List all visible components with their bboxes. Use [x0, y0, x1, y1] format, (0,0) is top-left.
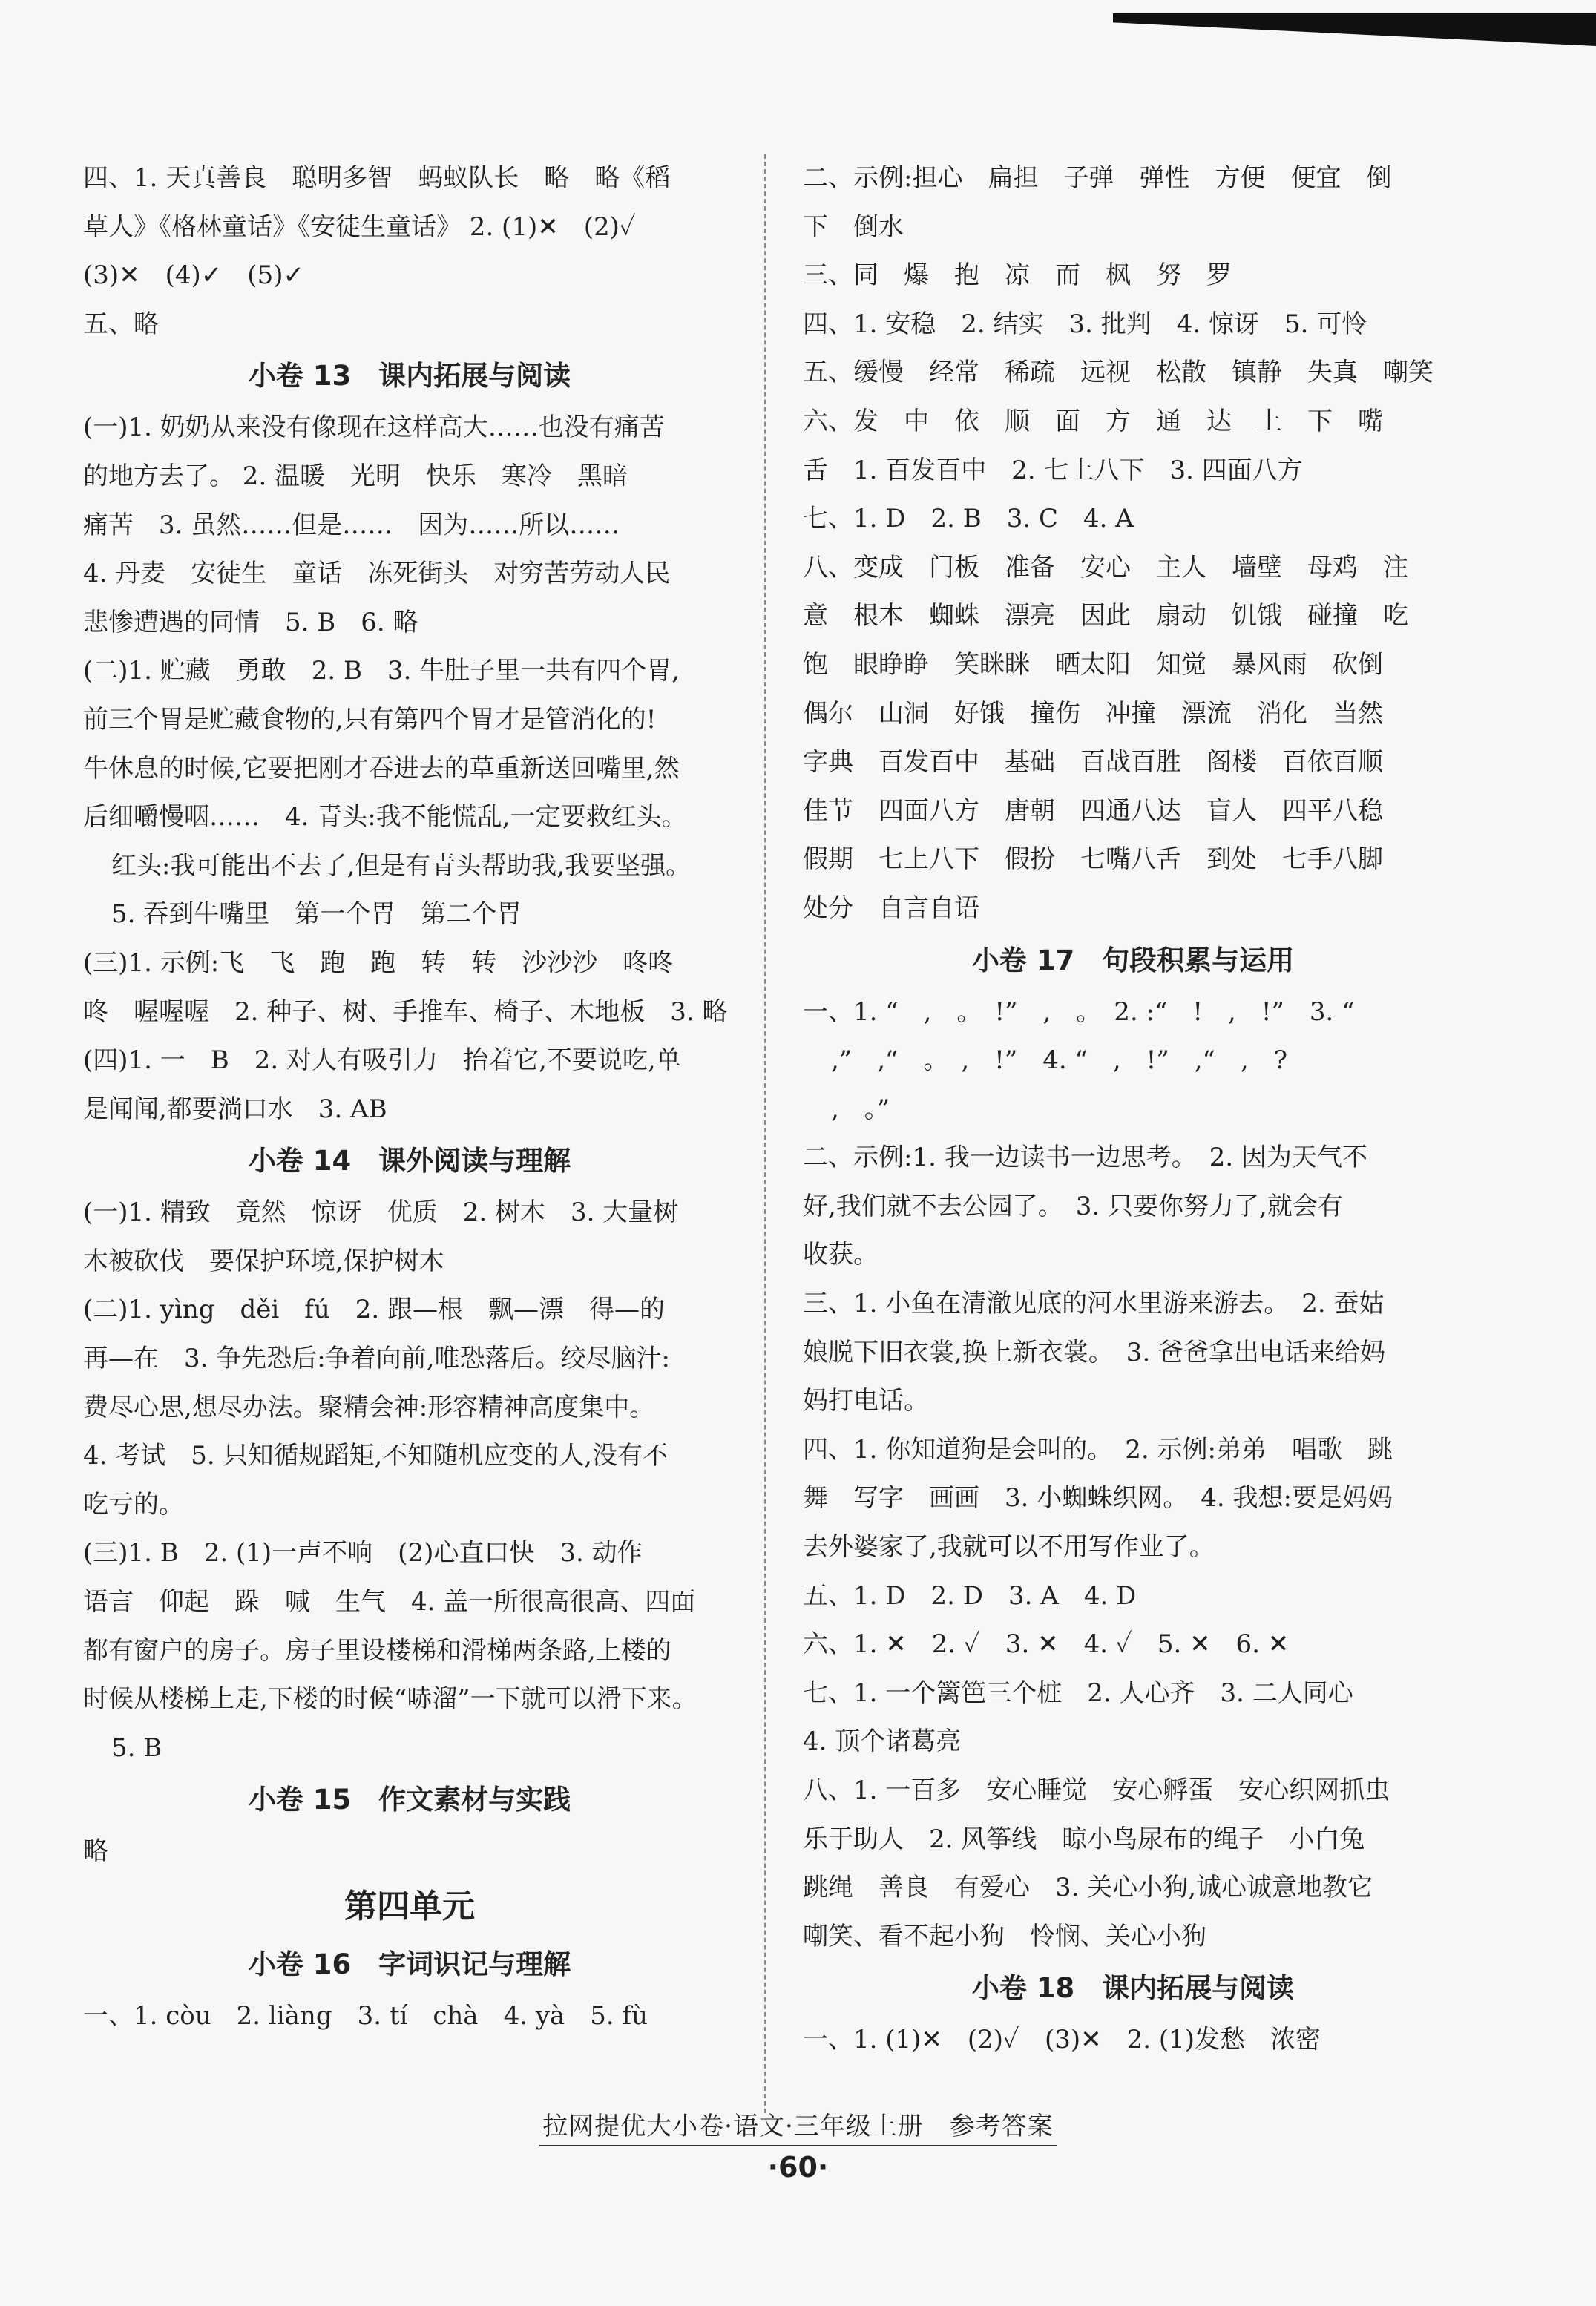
- answer-line: (一)1. 奶奶从来没有像现在这样高大……也没有痛苦: [83, 413, 665, 443]
- answer-line: 三、1. 小鱼在清澈见底的河水里游来游去。 2. 蚕姑: [803, 1289, 1385, 1319]
- answer-line: 下 倒水: [803, 211, 904, 242]
- section-title: 小卷 13 课内拓展与阅读: [248, 360, 571, 392]
- answer-line: 佳节 四面八方 唐朝 四通八达 盲人 四平八稳: [803, 795, 1383, 826]
- unit-heading: 第四单元: [344, 1888, 475, 1925]
- page-number: ·60·: [767, 2151, 829, 2184]
- answer-line: 八、变成 门板 准备 安心 主人 墙壁 母鸡 注: [803, 552, 1408, 582]
- answer-line: 语言 仰起 跺 喊 生气 4. 盖一所很高很高、四面: [83, 1587, 696, 1617]
- answer-line: 都有窗户的房子。房子里设楼梯和滑梯两条路,上楼的: [83, 1635, 671, 1666]
- answer-line: 5. B: [111, 1732, 162, 1763]
- answer-line: 字典 百发百中 基础 百战百胜 阁楼 百依百顺: [803, 747, 1383, 778]
- page-footer: [0, 2106, 1596, 2184]
- answer-line: 乐于助人 2. 风筝线 晾小鸟尿布的绳子 小白兔: [803, 1824, 1365, 1854]
- answer-line: 四、1. 天真善良 聪明多智 蚂蚁队长 略 略《稻: [83, 163, 671, 193]
- answer-line: 再—在 3. 争先恐后:争着向前,唯恐落后。绞尽脑汁:: [83, 1344, 670, 1374]
- answer-line: (二)1. 贮藏 勇敢 2. B 3. 牛肚子里一共有四个胃,: [83, 656, 680, 686]
- answer-line: 一、1. còu 2. liàng 3. tí chà 4. yà 5. fù: [83, 2001, 648, 2031]
- answer-line: 二、示例:1. 我一边读书一边思考。 2. 因为天气不: [803, 1143, 1367, 1173]
- answer-line: 4. 顶个诸葛亮: [803, 1727, 962, 1757]
- answer-line: 牛休息的时候,它要把刚才吞进去的草重新送回嘴里,然: [83, 753, 680, 784]
- answer-line: 5. 吞到牛嘴里 第一个胃 第二个胃: [111, 899, 522, 930]
- answer-line: 时候从楼梯上走,下楼的时候“哧溜”一下就可以滑下来。: [83, 1684, 697, 1715]
- answer-line: 意 根本 蜘蛛 漂亮 因此 扇动 饥饿 碰撞 吃: [803, 601, 1408, 631]
- answer-line: 处分 自言自语: [803, 893, 979, 923]
- answer-line: 五、略: [83, 309, 159, 339]
- answer-line: 舞 写字 画画 3. 小蜘蛛织网。 4. 我想:要是妈妈: [803, 1483, 1393, 1514]
- answer-line: 痛苦 3. 虽然……但是…… 因为……所以……: [83, 510, 620, 540]
- answer-line: 好,我们就不去公园了。 3. 只要你努力了,就会有: [803, 1191, 1343, 1221]
- answer-line: (二)1. yìng děi fú 2. 跟—根 飘—漂 得—的: [83, 1295, 666, 1325]
- answer-line: (3)✕ (4)✓ (5)✓: [83, 260, 304, 291]
- section-title: 小卷 17 句段积累与运用: [971, 944, 1295, 976]
- answer-line: 后细嚼慢咽…… 4. 青头:我不能慌乱,一定要救红头。: [83, 802, 687, 832]
- answer-line: 4. 考试 5. 只知循规蹈矩,不知随机应变的人,没有不: [83, 1441, 669, 1471]
- answer-line: 偶尔 山洞 好饿 撞伤 冲撞 漂流 消化 当然: [803, 698, 1383, 729]
- answer-line: 一、1. (1)✕ (2)✓ (3)✕ 2. (1)发愁 浓密: [803, 2025, 1321, 2055]
- answer-line: 一、1. “ , 。 !” , 。 2. :“ ! , !” 3. “: [803, 996, 1355, 1027]
- answer-line: ,” ,“ 。 , !” 4. “ , !” ,“ , ?: [831, 1045, 1287, 1076]
- answer-line: 收获。: [803, 1240, 879, 1270]
- answer-line: 四、1. 安稳 2. 结实 3. 批判 4. 惊讶 5. 可怜: [803, 309, 1367, 339]
- book-title: 拉网提优大小卷·语文·三年级上册 参考答案: [539, 2106, 1057, 2146]
- answer-line: 娘脱下旧衣裳,换上新衣裳。 3. 爸爸拿出电话来给妈: [803, 1337, 1386, 1367]
- answer-line: 饱 眼睁睁 笑眯眯 晒太阳 知觉 暴风雨 砍倒: [803, 649, 1383, 680]
- answer-line: (三)1. 示例:飞 飞 跑 跑 转 转 沙沙沙 咚咚: [83, 947, 674, 978]
- answer-line: 4. 丹麦 安徒生 童话 冻死街头 对穷苦劳动人民: [83, 559, 671, 589]
- answer-line: 假期 七上八下 假扮 七嘴八舌 到处 七手八脚: [803, 844, 1383, 875]
- answer-line: 吃亏的。: [83, 1489, 184, 1520]
- section-title: 小卷 14 课外阅读与理解: [248, 1145, 571, 1177]
- answer-line: 咚 喔喔喔 2. 种子、树、手推车、椅子、木地板 3. 略: [83, 996, 728, 1027]
- answer-line: 的地方去了。 2. 温暖 光明 快乐 寒冷 黑暗: [83, 461, 628, 491]
- answer-line: 六、发 中 依 顺 面 方 通 达 上 下 嘴: [803, 406, 1383, 436]
- answer-line: 七、1. 一个篱笆三个桩 2. 人心齐 3. 二人同心: [803, 1678, 1353, 1708]
- answer-line: 红头:我可能出不去了,但是有青头帮助我,我要坚强。: [111, 850, 692, 881]
- answer-line: 前三个胃是贮藏食物的,只有第四个胃才是管消化的!: [83, 704, 657, 735]
- answer-column-left: [83, 154, 736, 2041]
- answer-line: 五、1. D 2. D 3. A 4. D: [803, 1580, 1137, 1611]
- answer-line: 舌 1. 百发百中 2. 七上八下 3. 四面八方: [803, 455, 1303, 485]
- answer-line: 嘲笑、看不起小狗 怜悯、关心小狗: [803, 1921, 1206, 1951]
- section-title: 小卷 15 作文素材与实践: [248, 1784, 571, 1816]
- answer-line: 去外婆家了,我就可以不用写作业了。: [803, 1532, 1215, 1563]
- column-divider: [764, 154, 766, 2113]
- section-title: 小卷 18 课内拓展与阅读: [971, 1972, 1295, 2005]
- answer-line: , 。”: [831, 1094, 890, 1124]
- answer-line: (三)1. B 2. (1)一声不响 (2)心直口快 3. 动作: [83, 1538, 643, 1568]
- answer-line: 二、示例:担心 扁担 子弹 弹性 方便 便宜 倒: [803, 163, 1392, 193]
- answer-line: 略: [83, 1836, 108, 1867]
- answer-line: 费尽心思,想尽办法。聚精会神:形容精神高度集中。: [83, 1392, 655, 1422]
- answer-line: 四、1. 你知道狗是会叫的。 2. 示例:弟弟 唱歌 跳: [803, 1434, 1393, 1465]
- answer-line: (一)1. 精致 竟然 惊讶 优质 2. 树木 3. 大量树: [83, 1198, 679, 1228]
- answer-line: 跳绳 善良 有爱心 3. 关心小狗,诚心诚意地教它: [803, 1873, 1373, 1903]
- answer-line: 妈打电话。: [803, 1386, 929, 1416]
- answer-column-right: [803, 154, 1463, 2065]
- section-title: 小卷 16 字词识记与理解: [248, 1948, 571, 1980]
- answer-line: 三、同 爆 抱 凉 而 枫 努 罗: [803, 260, 1232, 291]
- answer-line: 六、1. ✕ 2. ✓ 3. ✕ 4. ✓ 5. ✕ 6. ✕: [803, 1629, 1290, 1660]
- answer-line: 草人》《格林童话》《安徒生童话》 2. (1)✕ (2)✓: [83, 211, 636, 242]
- answer-line: (四)1. 一 B 2. 对人有吸引力 抬着它,不要说吃,单: [83, 1045, 681, 1076]
- answer-line: 七、1. D 2. B 3. C 4. A: [803, 504, 1134, 534]
- answer-line: 八、1. 一百多 安心睡觉 安心孵蛋 安心织网抓虫: [803, 1776, 1390, 1805]
- answer-line: 悲惨遭遇的同情 5. B 6. 略: [83, 607, 418, 637]
- top-edge-scan-mark: [1113, 13, 1596, 46]
- answer-line: 木被砍伐 要保护环境,保护树木: [83, 1246, 444, 1276]
- answer-line: 五、缓慢 经常 稀疏 远视 松散 镇静 失真 嘲笑: [803, 358, 1434, 388]
- answer-line: 是闻闻,都要淌口水 3. AB: [83, 1094, 387, 1124]
